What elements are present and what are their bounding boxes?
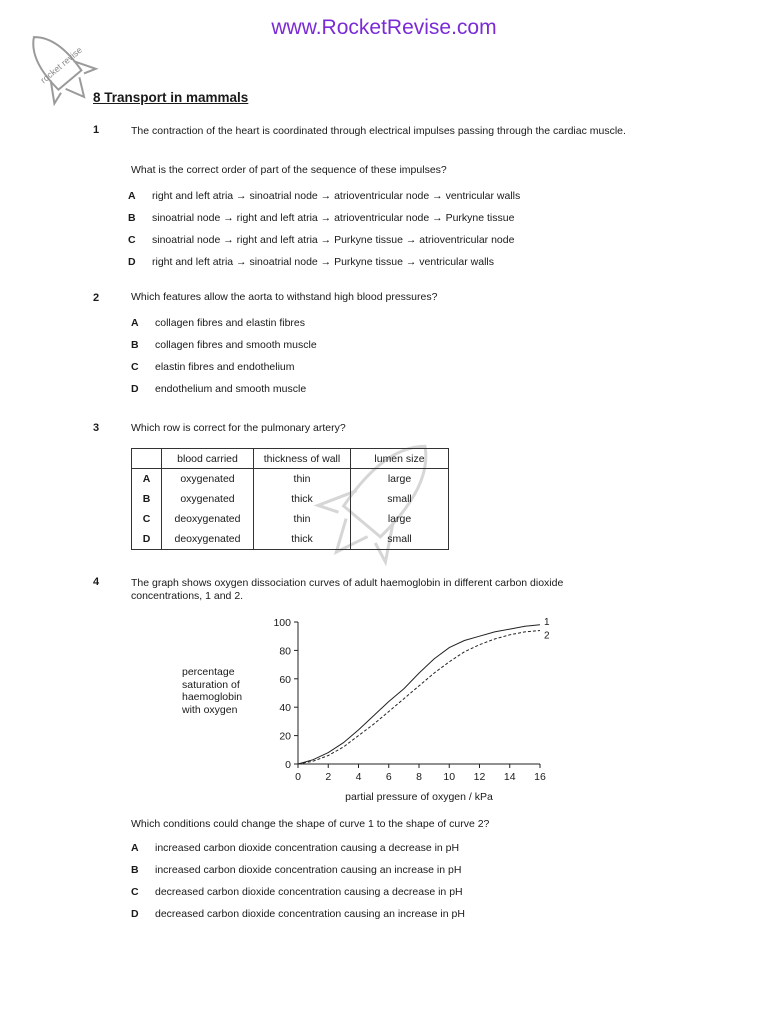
- option-text: collagen fibres and smooth muscle: [155, 339, 317, 351]
- table-row[interactable]: [132, 509, 449, 529]
- option-letter: C: [128, 234, 136, 246]
- option-text: increased carbon dioxide concentration causing an increase in pH: [155, 864, 462, 876]
- question-number: 3: [93, 422, 100, 434]
- y-tick-label: 40: [279, 702, 291, 715]
- option-text: sinoatrial node → right and left atria → atrioventricular node → Purkyne tissue: [152, 212, 515, 224]
- question-stem: The graph shows oxygen dissociation curves of adult haemoglobin in different carbon dioxide concentrations, 1 and 2.: [131, 577, 564, 602]
- table-cell: oxygenated: [162, 469, 254, 490]
- table-cell: small: [351, 529, 449, 550]
- option-text: endothelium and smooth muscle: [155, 383, 307, 395]
- ylabel-line: with oxygen: [182, 703, 238, 716]
- x-tick-label: 2: [325, 771, 332, 783]
- table-cell: thin: [254, 469, 351, 490]
- header-cell: blood carried: [162, 449, 254, 469]
- header-cell: thickness of wall: [254, 449, 351, 469]
- y-tick-label: 20: [279, 730, 291, 743]
- table-row[interactable]: [132, 529, 449, 550]
- option-text: collagen fibres and elastin fibres: [155, 317, 306, 329]
- option-text: decreased carbon dioxide concentration causing an increase in pH: [155, 908, 465, 920]
- y-tick-label: 60: [279, 673, 291, 686]
- option-letter: B: [131, 339, 139, 351]
- row-letter: D: [132, 529, 162, 550]
- option-text: increased carbon dioxide concentration causing a decrease in pH: [155, 842, 460, 854]
- question-stem: The contraction of the heart is coordinated through electrical impulses passing through the cardiac muscle.: [131, 125, 626, 137]
- option-text: right and left atria → sinoatrial node → Purkyne tissue → ventricular walls: [152, 256, 494, 268]
- table-cell: large: [351, 469, 449, 490]
- curve-2-line: [298, 631, 540, 765]
- table-cell: thick: [254, 529, 351, 550]
- table-cell: thin: [254, 509, 351, 529]
- option-letter: D: [128, 256, 136, 268]
- curve-1-line: [298, 625, 540, 764]
- table-cell: deoxygenated: [162, 509, 254, 529]
- x-axis-label: partial pressure of oxygen / kPa: [345, 791, 493, 803]
- option-text: elastin fibres and endothelium: [155, 361, 295, 373]
- question-prompt: What is the correct order of part of the sequence of these impulses?: [131, 164, 447, 176]
- option-letter: A: [128, 190, 136, 202]
- table-cell: oxygenated: [162, 489, 254, 509]
- table-cell: large: [351, 509, 449, 529]
- question-number: 2: [93, 292, 100, 304]
- option-letter: C: [131, 361, 139, 373]
- answer-table: [131, 448, 449, 550]
- x-tick-label: 0: [295, 771, 301, 783]
- option-text: right and left atria → sinoatrial node → atrioventricular node → ventricular walls: [152, 190, 521, 202]
- table-cell: deoxygenated: [162, 529, 254, 550]
- option-text: sinoatrial node → right and left atria → Purkyne tissue → atrioventricular node: [152, 234, 515, 246]
- y-tick-label: 80: [279, 645, 291, 658]
- x-tick-label: 6: [385, 771, 392, 783]
- curve-2-label: 2: [544, 630, 550, 642]
- logo-text: rocket revise: [38, 44, 85, 86]
- option-letter: A: [131, 842, 139, 854]
- question-number: 4: [93, 576, 100, 588]
- rocket-logo-icon: [14, 22, 104, 112]
- ylabel-line: saturation of: [182, 678, 240, 691]
- y-tick-label: 100: [273, 617, 291, 629]
- question-stem: Which row is correct for the pulmonary artery?: [131, 422, 346, 434]
- option-text: decreased carbon dioxide concentration causing a decrease in pH: [155, 886, 463, 898]
- x-tick-label: 8: [416, 771, 422, 783]
- table-cell: thick: [254, 489, 351, 509]
- dissociation-chart: [170, 610, 590, 810]
- table-row[interactable]: [132, 469, 449, 490]
- y-tick-label: 0: [285, 759, 291, 771]
- option-letter: C: [131, 886, 139, 898]
- header-cell: lumen size: [351, 449, 449, 469]
- page-title: 8 Transport in mammals: [93, 90, 249, 105]
- option-letter: D: [131, 908, 139, 920]
- question-prompt: Which conditions could change the shape of curve 1 to the shape of curve 2?: [131, 818, 490, 830]
- row-letter: B: [132, 489, 162, 509]
- x-tick-label: 4: [355, 771, 362, 783]
- table-cell: small: [351, 489, 449, 509]
- header-cell: [132, 449, 162, 469]
- table-row[interactable]: [132, 489, 449, 509]
- question-stem: Which features allow the aorta to withstand high blood pressures?: [131, 291, 438, 303]
- x-tick-label: 14: [503, 771, 516, 783]
- option-letter: A: [131, 317, 139, 329]
- row-letter: C: [132, 509, 162, 529]
- option-letter: B: [128, 212, 136, 224]
- ylabel-line: percentage: [182, 666, 235, 678]
- question-number: 1: [93, 124, 100, 136]
- site-header[interactable]: www.RocketRevise.com: [271, 16, 497, 39]
- x-tick-label: 10: [443, 771, 456, 783]
- option-letter: B: [131, 864, 139, 876]
- curve-1-label: 1: [544, 616, 550, 628]
- table-header-row: [132, 449, 449, 469]
- x-tick-label: 12: [473, 771, 486, 783]
- row-letter: A: [132, 469, 162, 490]
- x-tick-label: 16: [534, 771, 546, 783]
- ylabel-line: haemoglobin: [182, 691, 243, 703]
- option-letter: D: [131, 383, 139, 395]
